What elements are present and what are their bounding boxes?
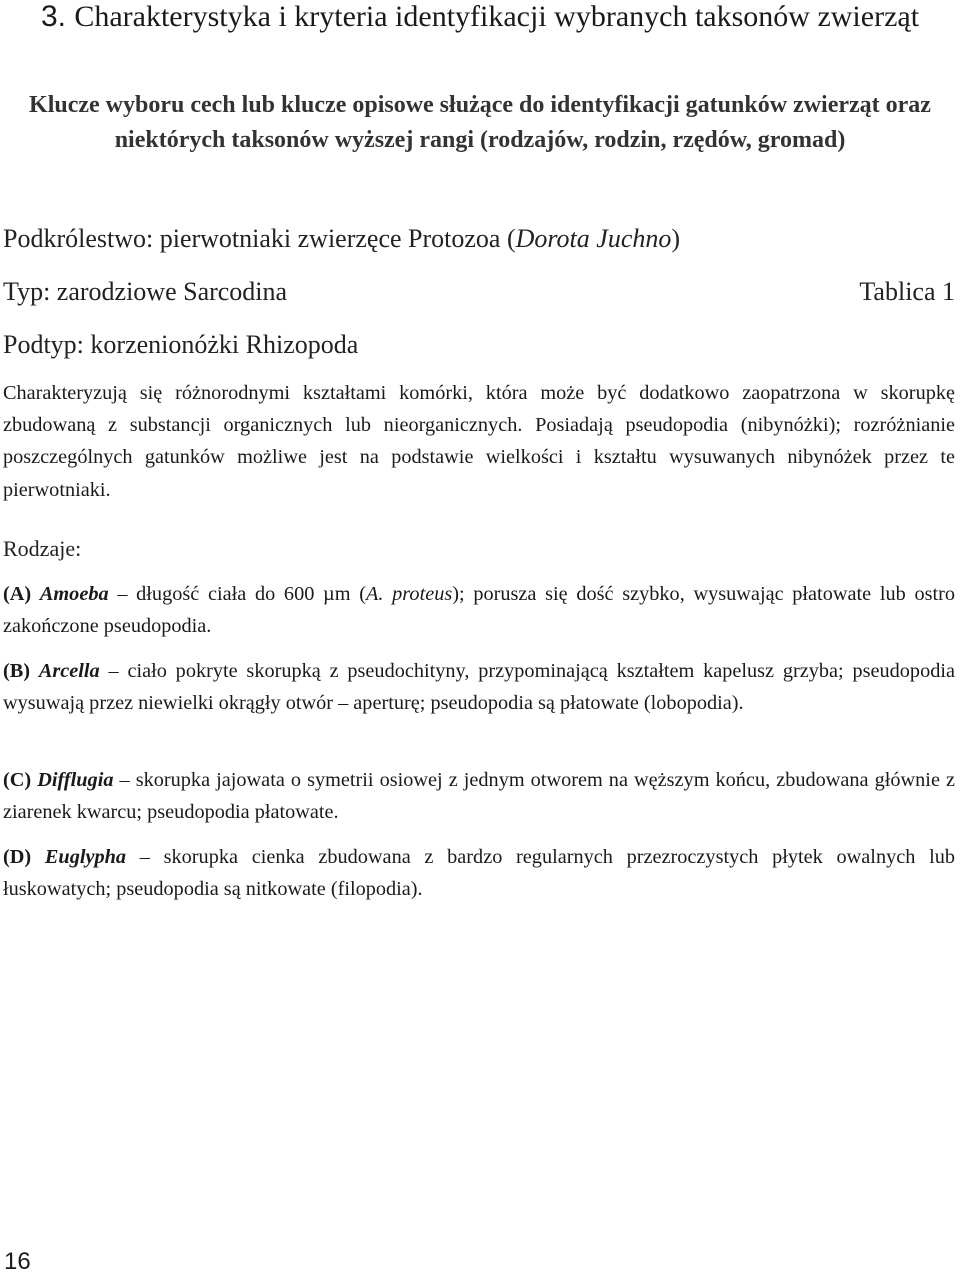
genus-text: – długość ciała do 600 µm ( xyxy=(108,583,366,605)
author-open-paren: ( xyxy=(506,224,516,253)
subkingdom-label: Podkrólestwo: pierwotniaki zwierzęce Protozoa xyxy=(3,224,501,253)
page-number: 16 xyxy=(4,1248,31,1275)
subkingdom-heading xyxy=(3,222,680,256)
genus-letter: (D) xyxy=(3,846,32,868)
genera-heading: Rodzaje: xyxy=(3,536,82,561)
genus-name: Euglypha xyxy=(44,846,127,868)
genus-text: – ciało pokryte skorupką z pseudochityny, przypominającą kształtem kapelusz grzyba; pseudopodia wysuwają przez niewielki okrągły otwór – aperturę; pseudopodia są płatowate (lobopodia). xyxy=(3,660,955,715)
chapter-number: 3. xyxy=(40,0,66,33)
section-subtitle: Klucze wyboru cech lub klucze opisowe służące do identyfikacji gatunków zwierząt oraz niektórych taksonów wyższej rangi (rodzajów, rodzin, rzędów, gromad) xyxy=(29,92,931,153)
plate-label: Tablica 1 xyxy=(859,277,955,306)
genus-text: – skorupka cienka zbudowana z bardzo regularnych przezroczystych płytek owalnych lub łuskowatych; pseudopodia są nitkowate (filopodia). xyxy=(3,846,956,901)
genus-letter: (C) xyxy=(3,769,32,791)
type-heading xyxy=(3,275,955,309)
genus-name: Difflugia xyxy=(37,769,114,791)
genus-entry-d xyxy=(3,841,955,905)
subtype-heading: Podtyp: korzenionóżki Rhizopoda xyxy=(3,330,359,359)
genus-letter: (A) xyxy=(3,583,32,605)
genus-entry-b xyxy=(3,655,955,719)
chapter-title-text: Charakterystyka i kryteria identyfikacji wybranych taksonów zwierząt xyxy=(74,0,920,33)
genus-entry-a xyxy=(3,578,955,642)
genus-name: Amoeba xyxy=(39,583,109,605)
author-name: Dorota Juchno xyxy=(515,224,672,253)
genus-text-continued: ); porusza się dość szybko, wysuwając płatowate lub ostro zakończone pseudopodia. xyxy=(3,583,956,638)
description-paragraph: Charakteryzują się różnorodnymi kształtami komórki, która może być dodatkowo zaopatrzona w skorupkę zbudowaną z substancji organicznych lub nieorganicznych. Posiadają pseudopodia (nibynóżki); rozróżnianie poszczególnych gatunków możliwe jest na podstawie wielkości i kształtu wysuwanych nibynóżek przez te pierwotniaki. xyxy=(3,382,955,501)
genus-text: – skorupka jajowata o symetrii osiowej z jednym otworem na węższym końcu, zbudowana głównie z ziarenek kwarcu; pseudopodia płatowate. xyxy=(3,769,955,824)
author-close-paren: ) xyxy=(671,224,681,253)
genus-entry-c xyxy=(3,764,955,828)
genus-letter: (B) xyxy=(3,660,31,682)
genus-name: Arcella xyxy=(38,660,100,682)
species-name: A. proteus xyxy=(365,583,453,605)
chapter-title xyxy=(0,0,960,38)
type-label: Typ: zarodziowe Sarcodina xyxy=(3,277,288,306)
